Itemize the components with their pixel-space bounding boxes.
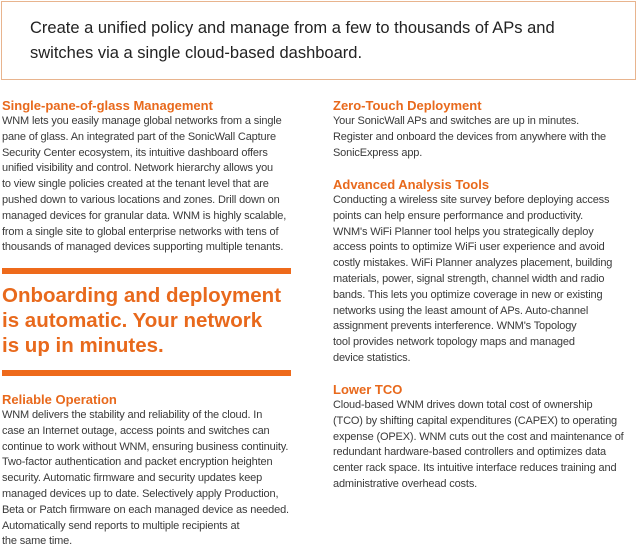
text-line: case an Internet outage, access points and switches can: [2, 424, 270, 437]
text-line: Create a unified policy and manage from a few to thousands of APs and: [30, 19, 555, 37]
text-line: is up in minutes.: [2, 334, 164, 357]
text-line: access points to optimize WiFi user experience and avoid: [333, 241, 605, 254]
section-lower-tco: [333, 382, 638, 493]
section-body: [2, 114, 327, 256]
text-line: Security Center ecosystem, its intuitive dashboard offers: [2, 146, 268, 159]
text-line: tool provides network topology maps and managed: [333, 336, 575, 349]
text-line: Two-factor authentication and packet encryption heighten: [2, 456, 273, 469]
section-heading: Lower TCO: [333, 382, 403, 397]
text-line: center rack space. Its intuitive interface reduces training and: [333, 462, 617, 475]
section-heading: Reliable Operation: [2, 392, 117, 407]
text-line: to view single policies created at the tenant level that are: [2, 178, 269, 191]
text-line: expense (OPEX). WNM cuts out the cost and maintenance of: [333, 430, 624, 443]
section-heading: Single-pane-of-glass Management: [2, 98, 213, 113]
text-line: unified visibility and control. Network hierarchy allows you: [2, 162, 274, 175]
section-heading: Advanced Analysis Tools: [333, 177, 490, 192]
text-line: Conducting a wireless site survey before deploying access: [333, 194, 610, 206]
section-body: [333, 398, 638, 493]
section-reliable-operation: [2, 392, 327, 550]
section-body: [2, 408, 327, 550]
text-line: pushed down to various locations and zones. Drill down on: [2, 193, 280, 206]
text-line: bands. This lets you optimize coverage in new or existing: [333, 288, 603, 301]
text-line: (TCO) by shifting capital expenditures (CAPEX) to operating: [333, 414, 618, 427]
text-line: the same time.: [2, 535, 73, 548]
text-line: redundant hardware-based controllers and optimizes data: [333, 446, 607, 459]
section-zero-touch: [333, 98, 638, 161]
text-line: WNM delivers the stability and reliability of the cloud. In: [2, 409, 263, 421]
section-heading: Zero-Touch Deployment: [333, 98, 482, 113]
text-line: SonicExpress app.: [333, 146, 423, 159]
text-line: security. Automatic firmware and security updates keep: [2, 472, 263, 485]
callout-box: [1, 1, 636, 80]
text-line: Onboarding and deployment: [2, 284, 282, 307]
text-line: pane of glass. An integrated part of the SonicWall Capture: [2, 130, 277, 143]
text-line: managed devices up to date. Selectively apply Production,: [2, 487, 279, 500]
text-line: points can help ensure performance and productivity.: [333, 209, 584, 222]
text-line: WNM lets you easily manage global networks from a single: [2, 115, 282, 127]
section-body: [333, 193, 638, 367]
text-line: switches via a single cloud-based dashboard.: [30, 44, 363, 62]
text-line: is automatic. Your network: [2, 309, 263, 332]
section-analysis-tools: [333, 177, 638, 367]
text-line: Cloud-based WNM drives down total cost of ownership: [333, 399, 593, 411]
text-line: administrative overhead costs.: [333, 477, 478, 490]
text-line: assignment prevents interference. WNM's Topology: [333, 320, 577, 333]
section-single-pane: [2, 98, 327, 256]
text-line: Automatically send reports to multiple recipients at: [2, 519, 240, 532]
orange-divider-bottom: [2, 370, 291, 376]
text-line: costly mistakes. WiFi Planner analyzes placement, building: [333, 257, 613, 270]
text-line: Beta or Patch firmware on each managed device as needed.: [2, 503, 289, 516]
text-line: continue to work without WNM, ensuring business continuity.: [2, 440, 289, 453]
orange-divider-top: [2, 268, 291, 274]
text-line: thousands of managed devices supporting multiple tenants.: [2, 241, 284, 254]
text-line: device statistics.: [333, 351, 411, 364]
text-line: Your SonicWall APs and switches are up in minutes.: [333, 115, 580, 127]
text-line: managed devices for granular data. WNM is highly scalable,: [2, 209, 287, 222]
pull-quote: [2, 283, 281, 358]
text-line: networks using the least amount of APs. Auto-channel: [333, 304, 589, 317]
text-line: from a single site to global enterprise networks with tens of: [2, 225, 279, 238]
text-line: WNM's WiFi Planner tool helps you strategically deploy: [333, 225, 594, 238]
section-body: [333, 114, 638, 161]
text-line: materials, power, signal strength, channel width and radio: [333, 272, 605, 285]
callout-text: [30, 16, 555, 66]
text-line: Register and onboard the devices from anywhere with the: [333, 130, 607, 143]
